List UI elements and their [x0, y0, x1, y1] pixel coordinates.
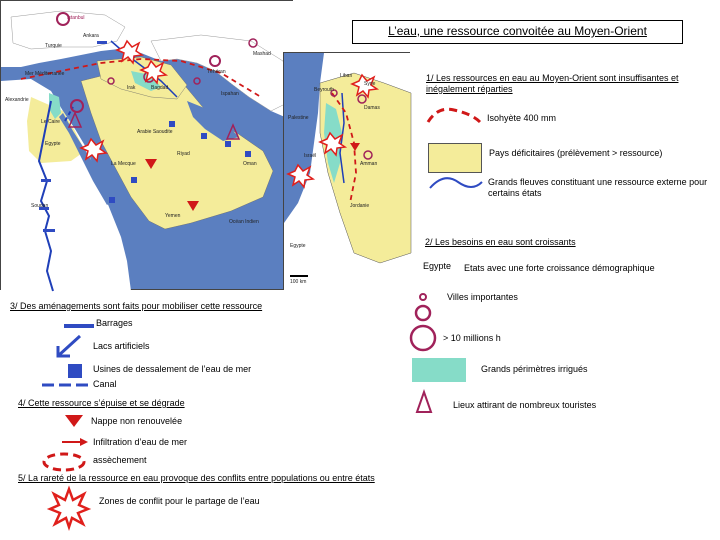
legend-barrages: Barrages — [96, 318, 133, 328]
map-label-le-caire: Le Caire — [41, 119, 60, 125]
canal-symbol — [40, 382, 90, 388]
assechement-symbol — [40, 450, 88, 474]
map-label-egypte: Egypte — [45, 141, 61, 147]
legend-s2-title: 2/ Les besoins en eau sont croissants — [425, 237, 576, 247]
legend-perimetres: Grands périmètres irrigués — [481, 364, 588, 374]
inset-label-liban: Liban — [340, 73, 353, 79]
map-label-irak: Irak — [127, 85, 136, 91]
desal-plant — [201, 133, 207, 139]
desal-symbol — [68, 364, 82, 378]
map-label-ocean: Océan Indien — [229, 219, 259, 225]
desal-plant — [225, 141, 231, 147]
map-label-riyad: Riyad — [177, 151, 190, 157]
legend-grands-fleuves: Grands fleuves constituant une ressource externe pour certains états — [488, 177, 708, 198]
city-marker — [71, 100, 83, 112]
legend-lacs: Lacs artificiels — [93, 341, 150, 351]
tourist-symbol — [414, 390, 434, 414]
page-title: L’eau, une ressource convoitée au Moyen-Orient — [388, 24, 647, 38]
inset-label-israel: Israël — [304, 153, 317, 159]
inset-label-beyrouth: Beyrouth — [314, 87, 335, 93]
inset-label-scale: 100 km — [290, 279, 307, 285]
inset-label-palestine: Palestine — [288, 115, 309, 121]
barrage-mark — [97, 41, 107, 44]
lake-symbol — [56, 332, 84, 358]
map-label-mer-med: Mer Méditerranée — [25, 71, 65, 77]
legend-lieux: Lieux attirant de nombreux touristes — [453, 400, 597, 410]
inset-label-egypte: Egypte — [290, 243, 306, 249]
barrage-symbol — [64, 324, 94, 328]
legend-villes: Villes importantes — [447, 292, 518, 302]
map-label-teheran: Téhéran — [207, 69, 226, 75]
main-map — [0, 0, 293, 290]
isohyete-symbol — [424, 102, 484, 132]
desal-plant — [131, 177, 137, 183]
city-symbols — [410, 293, 440, 353]
inset-map-drawing — [284, 53, 411, 291]
legend-pays-deficitaires: Pays déficitaires (prélèvement > ressource) — [489, 148, 663, 158]
map-label-yemen: Yemen — [165, 213, 181, 219]
desal-plant — [109, 197, 115, 203]
map-label-arabie: Arabie Saoudite — [137, 129, 173, 135]
legend-usines: Usines de dessalement de l’eau de mer — [93, 364, 252, 374]
title-box — [352, 20, 683, 44]
inset-label-damas: Damas — [364, 105, 380, 111]
legend-infiltration: Infiltration d’eau de mer — [93, 437, 188, 447]
map-label-soudan: Soudan — [31, 203, 49, 209]
map-label-mashad: Mashad — [253, 51, 271, 57]
legend-zones-conflit: Zones de conflit pour le partage de l’eau — [99, 496, 260, 506]
nappe-symbol — [64, 414, 84, 428]
legend-dix-millions: > 10 millions h — [443, 333, 501, 343]
desal-plant — [169, 121, 175, 127]
legend-canal: Canal — [93, 379, 117, 389]
inset-label-jordanie: Jordanie — [350, 203, 370, 209]
legend-s4-title: 4/ Cette ressource s’épuise et se dégrade — [18, 398, 185, 408]
legend-s1-title: 1/ Les ressources en eau au Moyen-Orient sont insuffisantes et inégalement réparties — [426, 73, 679, 94]
map-label-la-mecque: La Mecque — [111, 161, 136, 167]
legend-egypte: Egypte — [423, 261, 452, 271]
map-label-ankara: Ankara — [83, 33, 99, 39]
inset-label-amman: Amman — [360, 161, 378, 167]
legend-isohyete: Isohyète 400 mm — [487, 113, 557, 123]
inset-label-syrie: Syrie — [364, 81, 376, 87]
scale-bar — [290, 275, 308, 277]
legend-nappe: Nappe non renouvelée — [91, 416, 183, 426]
legend-etats-croissance: Etats avec une forte croissance démographique — [464, 263, 655, 273]
map-label-alexandrie: Alexandrie — [5, 97, 29, 103]
legend-s5-title: 5/ La rareté de la ressource en eau provoque des conflits entre populations ou entre états — [18, 473, 375, 483]
map-label-oman: Oman — [243, 161, 257, 167]
map-label-ispahan: Ispahan — [221, 91, 239, 97]
deficit-swatch — [428, 143, 482, 173]
map-label-bagdad: Bagdad — [151, 85, 169, 91]
barrage-mark — [43, 229, 55, 232]
legend-s3-title: 3/ Des aménagements sont faits pour mobiliser cette ressource — [10, 301, 263, 311]
irrigated-swatch — [412, 358, 466, 382]
conflict-symbol — [48, 487, 90, 529]
barrage-mark — [41, 179, 51, 182]
city-marker — [194, 78, 200, 84]
map-label-turquie: Turquie — [45, 43, 62, 49]
legend-assechement: assèchement — [93, 455, 147, 465]
inset-map — [283, 52, 410, 290]
map-label-istanbul: Istanbul — [67, 15, 85, 21]
desal-plant — [245, 151, 251, 157]
river-symbol — [426, 172, 486, 196]
infiltration-symbol — [60, 437, 90, 447]
